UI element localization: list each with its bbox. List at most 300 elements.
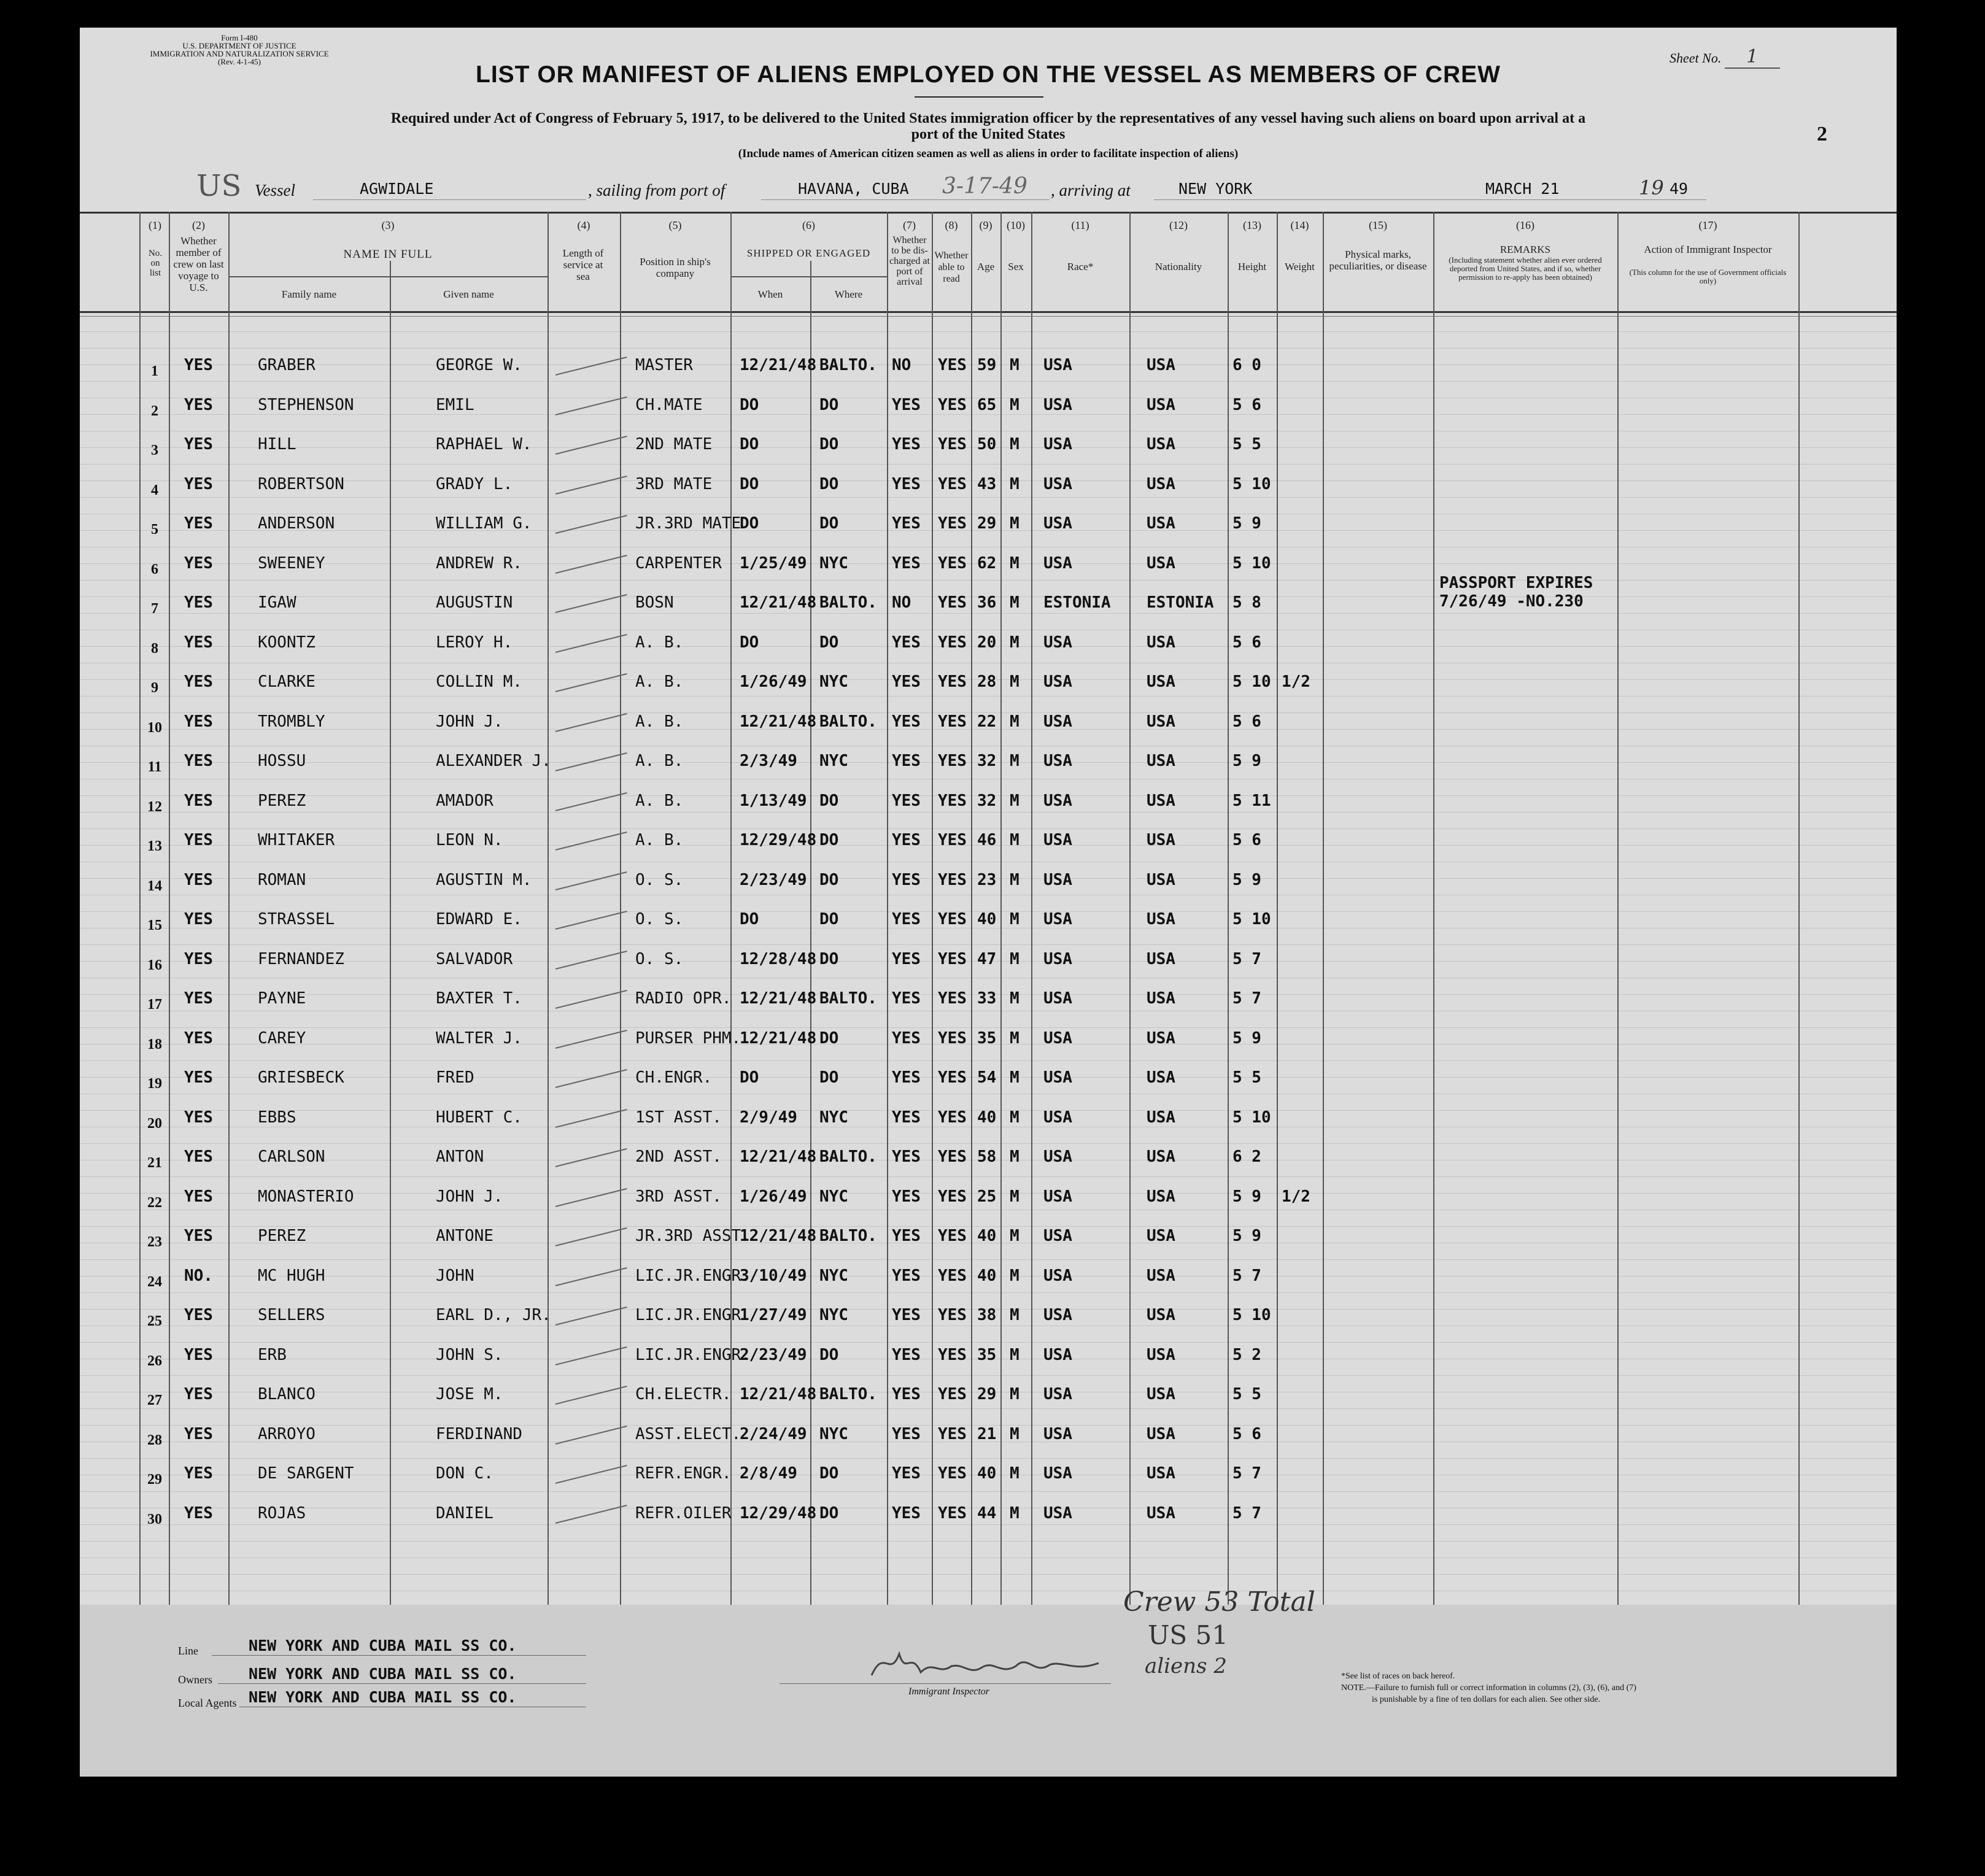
weight-cell: 1/2 [1282, 673, 1310, 691]
ruled-line [80, 1491, 1897, 1492]
line-label: Line [178, 1645, 198, 1657]
row-number: 20 [147, 1115, 162, 1132]
column-number: (11) [1071, 219, 1089, 231]
discharged-cell: YES [892, 1029, 921, 1048]
shipped-date-cell: DO [740, 474, 759, 493]
row-number: 15 [147, 917, 162, 933]
sex-cell: M [1010, 474, 1020, 493]
ruled-line [80, 1292, 1897, 1293]
note-penalty: NOTE.—Failure to furnish full or correct information in columns (2), (3), (6), and (7) [1341, 1683, 1636, 1693]
shipped-date-cell: 2/9/49 [740, 1108, 797, 1127]
shipped-date-cell: 3/10/49 [740, 1266, 807, 1285]
read-cell: YES [938, 514, 967, 533]
agents-value: NEW YORK AND CUBA MAIL SS CO. [249, 1688, 517, 1706]
ruled-line [80, 1408, 1897, 1409]
shipped-port-cell: DO [819, 949, 839, 968]
prev-voyage-cell: YES [184, 1068, 213, 1087]
read-cell: YES [938, 554, 967, 573]
given-name-cell: EMIL [436, 395, 474, 414]
col-head-given-name: Given name [443, 288, 494, 300]
age-cell: 47 [977, 949, 997, 968]
read-cell: YES [938, 395, 967, 414]
height-cell: 5 9 [1232, 514, 1261, 533]
nationality-cell: USA [1147, 1148, 1175, 1166]
given-name-cell: ALEXANDER J. [436, 752, 551, 770]
row-number: 16 [147, 957, 162, 973]
ruled-line [80, 613, 1897, 614]
row-number: 29 [147, 1472, 162, 1488]
ruled-line [80, 1176, 1897, 1177]
revision: (Rev. 4-1-45) [218, 57, 261, 66]
read-cell: YES [938, 633, 967, 652]
subtitle [153, 110, 1823, 142]
sex-cell: M [1010, 1464, 1020, 1483]
shipped-date-cell: DO [740, 633, 759, 652]
ruled-line [80, 331, 1897, 332]
family-name-cell: DE SARGENT [258, 1464, 354, 1483]
ruled-line [80, 348, 1897, 349]
subtitle-note: (Include names of American citizen seamen as well as aliens in order to facilitate inspection of aliens) [738, 147, 1239, 160]
nationality-cell: USA [1147, 1108, 1175, 1127]
column-number: (6) [802, 219, 815, 231]
column-number: (17) [1698, 219, 1717, 231]
family-name-cell: HOSSU [258, 752, 306, 770]
shipped-date-cell: 1/26/49 [740, 673, 807, 691]
nationality-cell: USA [1147, 395, 1175, 414]
prev-voyage-cell: YES [184, 1424, 213, 1443]
height-cell: 5 10 [1232, 474, 1271, 493]
race-cell: USA [1043, 1306, 1072, 1324]
race-cell: USA [1043, 356, 1072, 374]
service-length-stroke [555, 515, 627, 534]
read-cell: YES [938, 910, 967, 928]
shipped-date-cell: 12/21/48 [740, 989, 817, 1008]
prev-voyage-cell: YES [184, 593, 213, 612]
row-number: 28 [147, 1432, 162, 1448]
ruled-line [80, 1574, 1897, 1575]
prev-voyage-cell: YES [184, 1385, 213, 1403]
ruled-line [80, 1524, 1897, 1525]
sex-cell: M [1010, 356, 1020, 374]
col-divider [1031, 212, 1032, 1605]
ruled-line [80, 1375, 1897, 1376]
shipped-date-cell: DO [740, 395, 759, 414]
position-cell: 2ND MATE [635, 435, 713, 454]
service-length-stroke [555, 673, 627, 692]
shipped-date-cell: 12/21/48 [740, 593, 817, 612]
family-name-cell: ARROYO [258, 1424, 315, 1443]
nationality-cell: USA [1147, 554, 1175, 573]
shipped-date-cell: 12/21/48 [740, 1385, 817, 1403]
position-cell: 1ST ASST. [635, 1108, 722, 1127]
read-cell: YES [938, 1345, 967, 1364]
service-length-stroke [555, 990, 627, 1009]
shipped-subhead-rule [730, 276, 887, 277]
ruled-line [80, 696, 1897, 697]
service-length-stroke [555, 1148, 627, 1167]
discharged-cell: YES [892, 1187, 921, 1206]
col-head-list-no: No. on list [148, 249, 163, 278]
given-name-cell: RAPHAEL W. [436, 435, 532, 454]
ruled-line [80, 414, 1897, 415]
agents-label: Local Agents [178, 1697, 237, 1709]
height-cell: 5 5 [1232, 435, 1261, 454]
shipped-port-cell: BALTO. [819, 593, 877, 612]
shipped-port-cell: DO [819, 791, 839, 810]
discharged-cell: YES [892, 910, 921, 928]
service-length-stroke [555, 475, 627, 494]
ruled-line [80, 1541, 1897, 1542]
family-name-cell: HILL [258, 435, 296, 454]
family-name-cell: CAREY [258, 1029, 306, 1048]
prev-voyage-cell: YES [184, 1306, 213, 1324]
shipped-port-cell: DO [819, 831, 839, 849]
discharged-cell: YES [892, 831, 921, 849]
age-cell: 35 [977, 1029, 997, 1048]
prev-voyage-cell: NO. [184, 1266, 213, 1285]
shipped-date-cell: DO [740, 910, 759, 928]
given-name-cell: DANIEL [436, 1504, 493, 1523]
aliens-count-note: aliens 2 [1145, 1654, 1227, 1678]
row-number: 18 [147, 1036, 162, 1052]
family-name-cell: ANDERSON [258, 514, 335, 533]
shipped-date-cell: 12/21/48 [740, 1227, 817, 1245]
row-number: 6 [151, 561, 158, 577]
height-cell: 5 9 [1232, 752, 1261, 770]
height-cell: 5 7 [1232, 949, 1261, 968]
race-cell: USA [1043, 633, 1072, 652]
position-cell: CH.ELECTR. [635, 1385, 732, 1403]
row-number: 27 [147, 1392, 162, 1408]
age-cell: 44 [977, 1504, 997, 1523]
shipped-date-cell: 12/21/48 [740, 712, 817, 731]
column-number: (7) [903, 219, 916, 231]
discharged-cell: YES [892, 395, 921, 414]
race-cell: USA [1043, 1029, 1072, 1048]
discharged-cell: YES [892, 1345, 921, 1364]
year-prefix: 19 [1639, 176, 1664, 199]
family-name-cell: PEREZ [258, 1227, 306, 1245]
col-head-race: Race* [1067, 261, 1094, 272]
footer-notes [1341, 1670, 1636, 1705]
subtitle-line-2: port of the United States [911, 126, 1066, 142]
arrival-port: NEW YORK [1178, 180, 1253, 198]
shipped-date-cell: DO [740, 435, 759, 454]
given-name-cell: JOHN J. [436, 712, 503, 731]
height-cell: 5 10 [1232, 1306, 1271, 1324]
sex-cell: M [1010, 554, 1020, 573]
nationality-cell: USA [1147, 1068, 1175, 1087]
col-divider [1228, 212, 1229, 1605]
col-head-where: Where [834, 288, 863, 300]
family-name-cell: PAYNE [258, 989, 306, 1008]
sex-cell: M [1010, 989, 1020, 1008]
col-head-family-name: Family name [281, 288, 337, 300]
col-divider [1617, 212, 1619, 1605]
height-cell: 5 9 [1232, 1187, 1261, 1206]
shipped-port-cell: DO [819, 910, 839, 928]
race-cell: USA [1043, 1148, 1072, 1166]
inspector-label: Immigrant Inspector [908, 1686, 989, 1697]
height-cell: 5 9 [1232, 1029, 1261, 1048]
ruled-line [80, 1342, 1897, 1343]
col-divider [887, 212, 888, 1605]
given-name-cell: SALVADOR [436, 949, 513, 968]
col-head-position: Position in ship's company [640, 256, 711, 279]
sex-cell: M [1010, 1068, 1020, 1087]
service-length-stroke [555, 1346, 627, 1365]
row-number: 13 [147, 838, 162, 854]
nationality-cell: USA [1147, 1464, 1175, 1483]
shipped-port-cell: DO [819, 1464, 839, 1483]
read-cell: YES [938, 474, 967, 493]
read-cell: YES [938, 752, 967, 770]
read-cell: YES [938, 1068, 967, 1087]
prev-voyage-cell: YES [184, 989, 213, 1008]
us-mark: US [196, 169, 242, 203]
age-cell: 23 [977, 870, 997, 889]
col-divider [390, 261, 391, 1605]
col-divider [932, 212, 933, 1605]
shipped-port-cell: DO [819, 474, 839, 493]
date-underline [1449, 199, 1706, 200]
manifest-sheet [80, 28, 1897, 1777]
position-cell: BOSN [635, 593, 674, 612]
family-name-cell: CARLSON [258, 1148, 325, 1166]
position-cell: JR.3RD ASST. [635, 1227, 751, 1245]
column-number: (14) [1290, 219, 1309, 231]
col-divider [1323, 212, 1324, 1605]
family-name-cell: GRIESBECK [258, 1068, 344, 1087]
row-number: 30 [147, 1511, 162, 1527]
given-name-cell: COLLIN M. [436, 673, 522, 691]
age-cell: 25 [977, 1187, 997, 1206]
height-cell: 5 7 [1232, 1464, 1261, 1483]
discharged-cell: YES [892, 1424, 921, 1443]
shipped-port-cell: DO [819, 1029, 839, 1048]
discharged-cell: YES [892, 949, 921, 968]
note-penalty-cont: is punishable by a fine of ten dollars for each alien. See other side. [1372, 1695, 1601, 1704]
age-cell: 59 [977, 356, 997, 374]
nationality-cell: USA [1147, 989, 1175, 1008]
col-head-name: NAME IN FULL [343, 248, 433, 261]
service-length-stroke [555, 832, 627, 851]
nationality-cell: USA [1147, 1424, 1175, 1443]
height-cell: 5 8 [1232, 593, 1261, 612]
shipped-date-cell: 2/23/49 [740, 1345, 807, 1364]
row-number: 5 [151, 522, 158, 538]
discharged-cell: YES [892, 633, 921, 652]
shipped-date-cell: 2/23/49 [740, 870, 807, 889]
prev-voyage-cell: YES [184, 633, 213, 652]
sex-cell: M [1010, 1385, 1020, 1403]
service-length-stroke [555, 1029, 627, 1048]
height-cell: 5 7 [1232, 1266, 1261, 1285]
year-value: 49 [1670, 180, 1689, 198]
service-length-stroke [555, 633, 627, 652]
prev-voyage-cell: YES [184, 712, 213, 731]
race-cell: USA [1043, 1464, 1072, 1483]
height-cell: 5 2 [1232, 1345, 1261, 1364]
row-number: 14 [147, 878, 162, 894]
read-cell: YES [938, 673, 967, 691]
family-name-cell: GRABER [258, 356, 315, 374]
prev-voyage-cell: YES [184, 514, 213, 533]
arrival-underline [1154, 199, 1485, 200]
read-cell: YES [938, 1306, 967, 1324]
shipped-port-cell: BALTO. [819, 1148, 877, 1166]
ruled-line [80, 464, 1897, 465]
height-cell: 5 11 [1232, 791, 1271, 810]
shipped-date-cell: 1/13/49 [740, 791, 807, 810]
shipped-port-cell: DO [819, 395, 839, 414]
prev-voyage-cell: YES [184, 474, 213, 493]
remarks-passport: PASSPORT EXPIRES [1439, 574, 1593, 592]
line-underline [212, 1655, 586, 1656]
prev-voyage-cell: YES [184, 1464, 213, 1483]
owners-value: NEW YORK AND CUBA MAIL SS CO. [249, 1665, 517, 1683]
col-divider [548, 212, 549, 1605]
col-head-inspector-note: (This column for the use of Government officials only) [1629, 268, 1787, 285]
sex-cell: M [1010, 633, 1020, 652]
discharged-cell: YES [892, 1464, 921, 1483]
sex-cell: M [1010, 1148, 1020, 1166]
service-length-stroke [555, 911, 627, 930]
nationality-cell: USA [1147, 910, 1175, 928]
height-cell: 5 9 [1232, 870, 1261, 889]
race-cell: USA [1043, 554, 1072, 573]
service-length-stroke [555, 1108, 627, 1127]
col-head-read: Whether able to read [934, 250, 969, 284]
position-cell: JR.3RD MATE [635, 514, 741, 533]
discharged-cell: YES [892, 791, 921, 810]
sex-cell: M [1010, 1345, 1020, 1364]
given-name-cell: JOHN J. [436, 1187, 503, 1206]
col-divider [1129, 212, 1131, 1605]
race-cell: USA [1043, 435, 1072, 454]
column-number: (2) [192, 219, 205, 231]
race-cell: USA [1043, 1504, 1072, 1523]
discharged-cell: YES [892, 1504, 921, 1523]
family-name-cell: PEREZ [258, 791, 306, 810]
shipped-port-cell: DO [819, 1068, 839, 1087]
shipped-port-cell: BALTO. [819, 989, 877, 1008]
column-number: (10) [1007, 219, 1025, 231]
family-name-cell: TROMBLY [258, 712, 325, 731]
read-cell: YES [938, 1424, 967, 1443]
read-cell: YES [938, 870, 967, 889]
row-number: 19 [147, 1076, 162, 1092]
nationality-cell: USA [1147, 949, 1175, 968]
height-cell: 5 6 [1232, 395, 1261, 414]
age-cell: 50 [977, 435, 997, 454]
position-cell: 3RD ASST. [635, 1187, 722, 1206]
prev-voyage-cell: YES [184, 1345, 213, 1364]
read-cell: YES [938, 435, 967, 454]
family-name-cell: ROMAN [258, 870, 306, 889]
sheet-label: Sheet No. [1670, 50, 1722, 66]
age-cell: 46 [977, 831, 997, 849]
sex-cell: M [1010, 1504, 1020, 1523]
ruled-line [80, 828, 1897, 829]
race-cell: USA [1043, 1345, 1072, 1364]
col-head-shipped: SHIPPED OR ENGAGED [746, 247, 871, 259]
column-number: (16) [1516, 219, 1534, 231]
discharged-cell: NO [892, 356, 911, 374]
given-name-cell: JOHN [436, 1266, 474, 1285]
row-number: 17 [147, 997, 162, 1013]
ruled-line [80, 1143, 1897, 1144]
family-name-cell: EBBS [258, 1108, 296, 1127]
position-cell: CH.ENGR. [635, 1068, 713, 1087]
given-name-cell: GEORGE W. [436, 356, 522, 374]
nationality-cell: USA [1147, 870, 1175, 889]
nationality-cell: USA [1147, 712, 1175, 731]
shipped-port-cell: DO [819, 870, 839, 889]
service-length-stroke [555, 871, 627, 890]
row-number: 3 [151, 442, 158, 458]
read-cell: YES [938, 1464, 967, 1483]
discharged-cell: YES [892, 989, 921, 1008]
given-name-cell: LEROY H. [436, 633, 513, 652]
family-name-cell: FERNANDEZ [258, 949, 344, 968]
col-head-nationality: Nationality [1155, 261, 1202, 272]
position-cell: LIC.JR.ENGR. [635, 1266, 751, 1285]
height-cell: 5 10 [1232, 910, 1271, 928]
shipped-port-cell: NYC [819, 1424, 848, 1443]
position-cell: A. B. [635, 712, 684, 731]
prev-voyage-cell: YES [184, 554, 213, 573]
family-name-cell: ERB [258, 1345, 287, 1364]
sex-cell: M [1010, 752, 1020, 770]
position-cell: CH.MATE [635, 395, 703, 414]
given-name-cell: AGUSTIN M. [436, 870, 532, 889]
nationality-cell: USA [1147, 514, 1175, 533]
position-cell: PURSER PHM. [635, 1029, 741, 1048]
department: U.S. DEPARTMENT OF JUSTICE [182, 41, 296, 50]
page-title: LIST OR MANIFEST OF ALIENS EMPLOYED ON THE VESSEL AS MEMBERS OF CREW [476, 61, 1501, 88]
age-cell: 35 [977, 1345, 997, 1364]
service-length-stroke [555, 950, 627, 969]
column-number: (1) [149, 219, 161, 231]
prev-voyage-cell: YES [184, 395, 213, 414]
height-cell: 5 10 [1232, 673, 1271, 691]
age-cell: 38 [977, 1306, 997, 1324]
read-cell: YES [938, 1108, 967, 1127]
race-cell: USA [1043, 910, 1072, 928]
sex-cell: M [1010, 791, 1020, 810]
discharged-cell: NO [892, 593, 911, 612]
column-number: (12) [1169, 219, 1188, 231]
age-cell: 32 [977, 752, 997, 770]
age-cell: 32 [977, 791, 997, 810]
nationality-cell: USA [1147, 1504, 1175, 1523]
prev-voyage-cell: YES [184, 949, 213, 968]
read-cell: YES [938, 593, 967, 612]
shipped-date-cell: 1/26/49 [740, 1187, 807, 1206]
nationality-cell: USA [1147, 474, 1175, 493]
age-cell: 20 [977, 633, 997, 652]
shipped-date-cell: 2/3/49 [740, 752, 797, 770]
age-cell: 21 [977, 1424, 997, 1443]
col-head-sex: Sex [1008, 261, 1024, 272]
family-name-cell: STRASSEL [258, 910, 335, 928]
age-cell: 28 [977, 673, 997, 691]
us-count-note: US 51 [1148, 1620, 1228, 1650]
given-name-cell: WALTER J. [436, 1029, 522, 1048]
column-number: (13) [1243, 219, 1261, 231]
nationality-cell: USA [1147, 633, 1175, 652]
